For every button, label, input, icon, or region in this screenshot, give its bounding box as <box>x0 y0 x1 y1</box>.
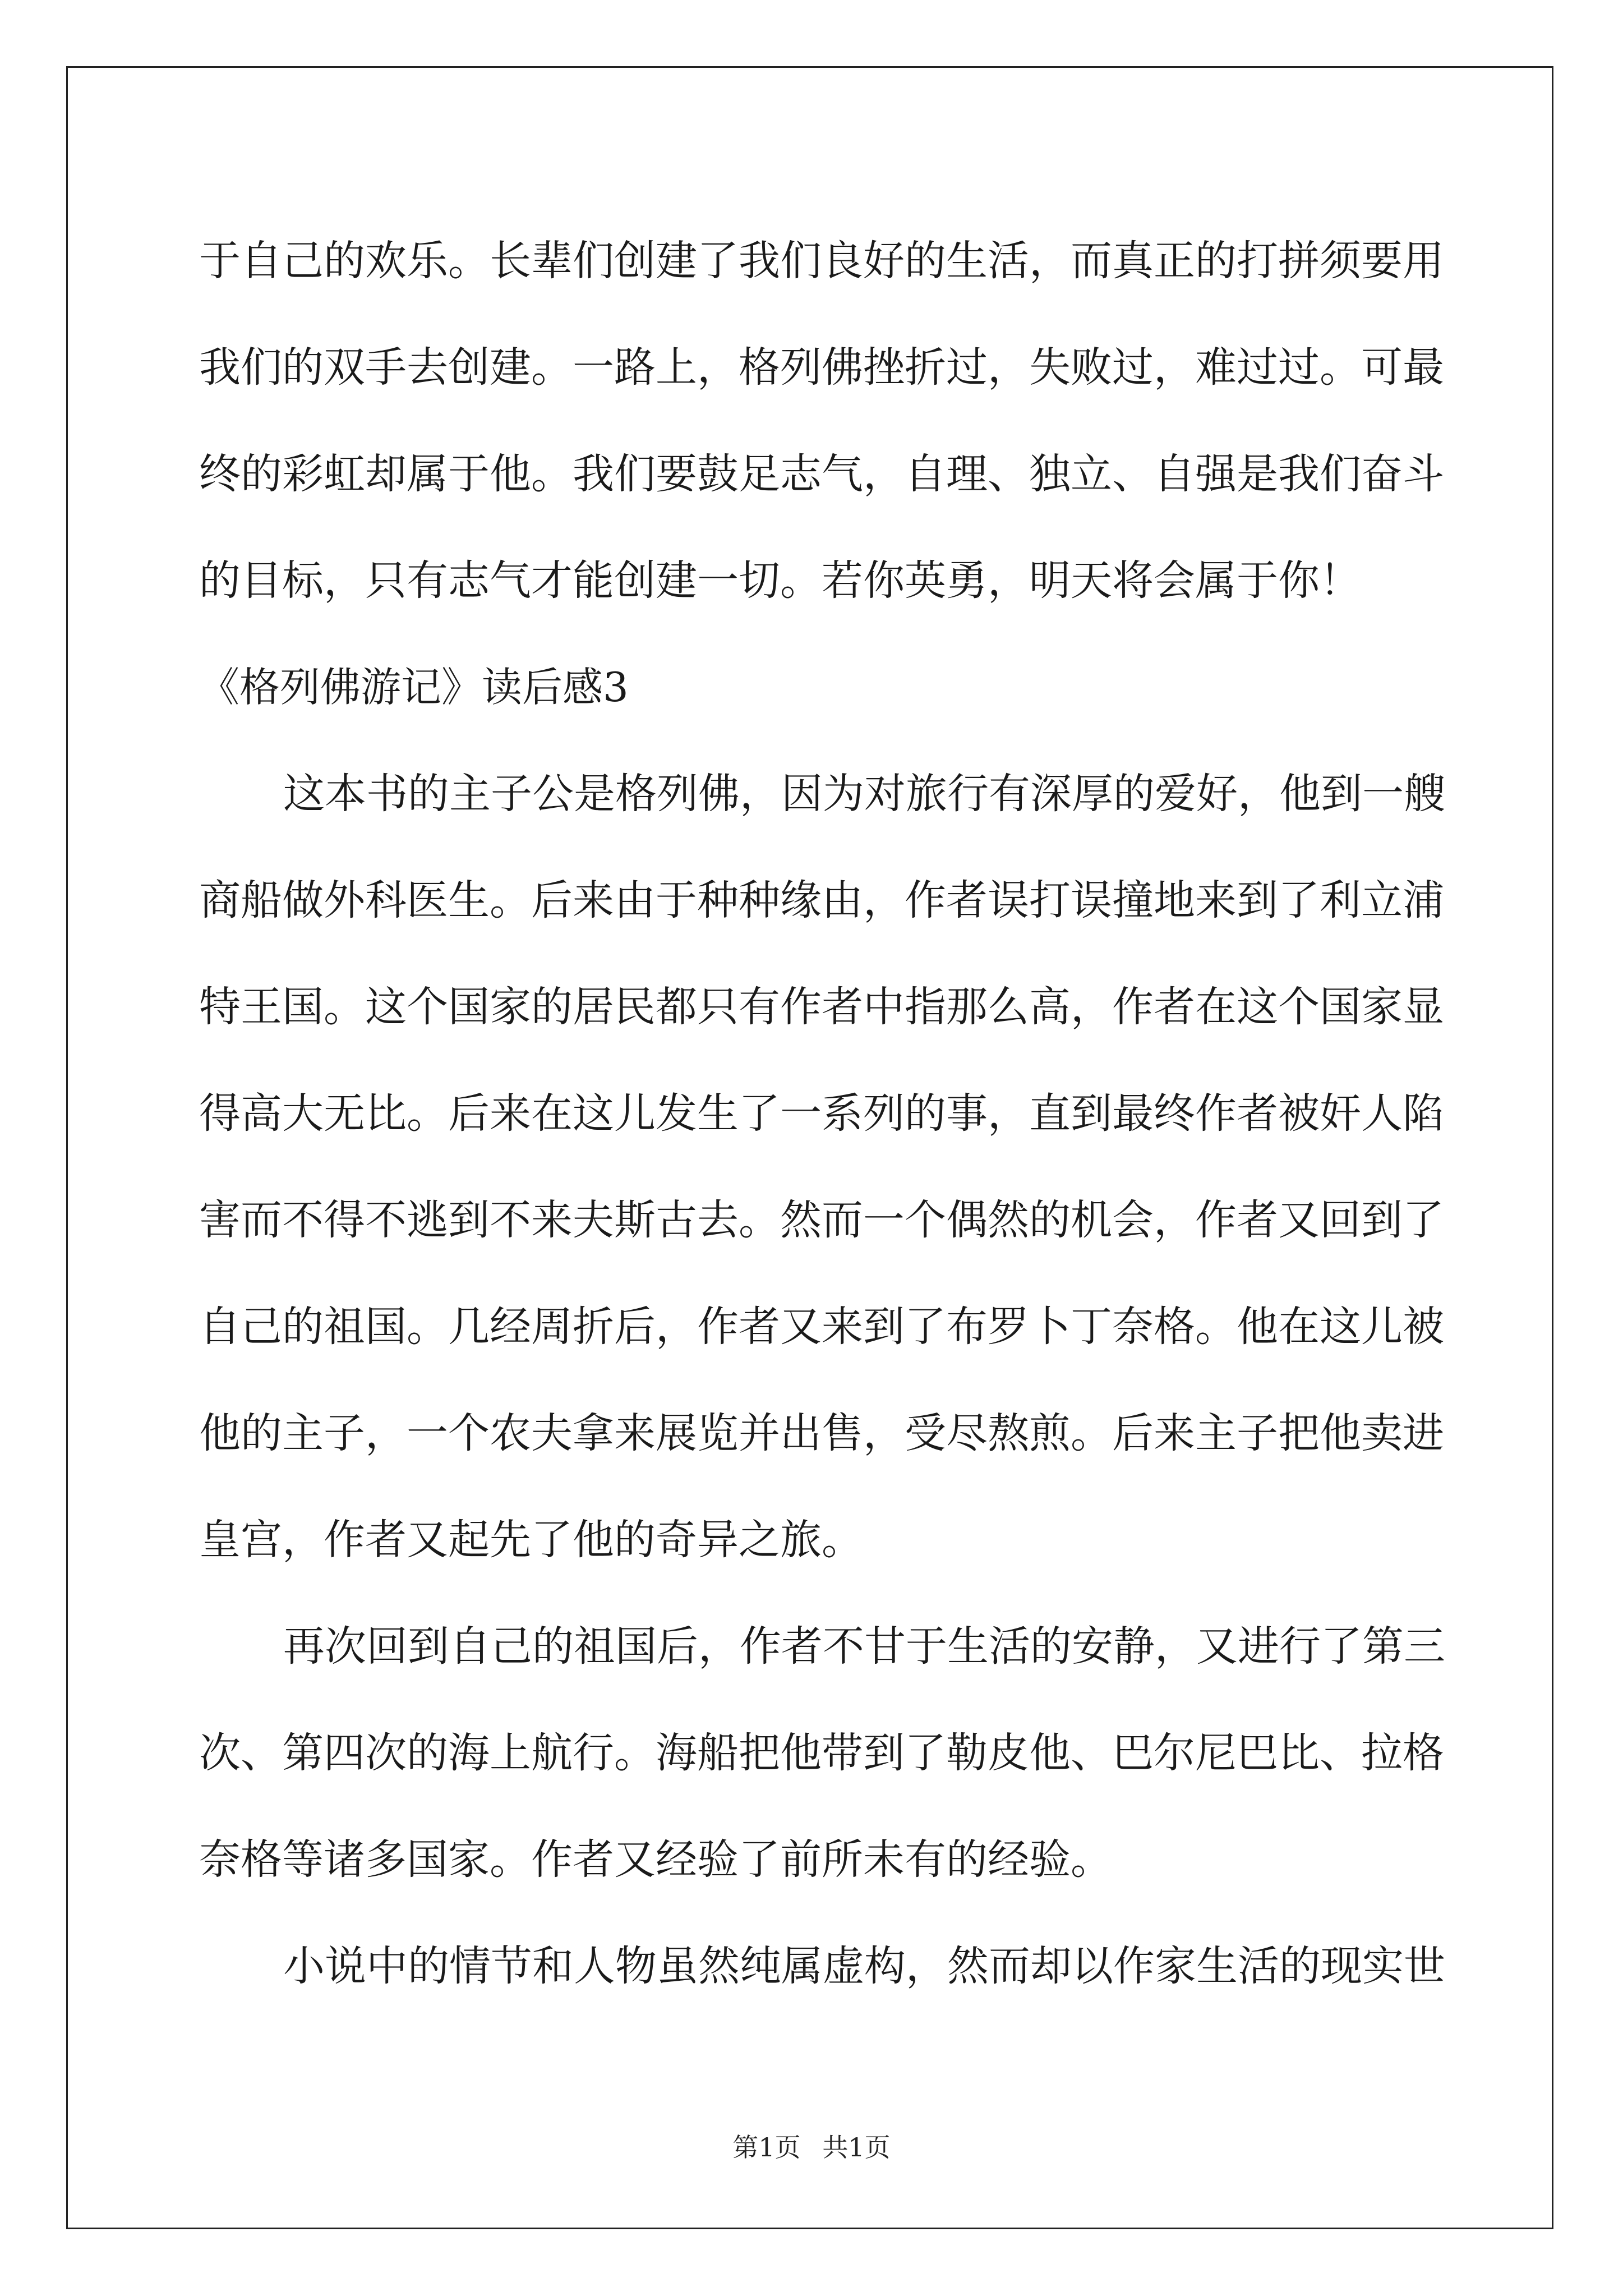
text-line: 于自己的欢乐。长辈们创建了我们良好的生活，而真正的打拼须要用 <box>199 237 1444 285</box>
text-line: 小说中的情节和人物虽然纯属虚构，然而却以作家生活的现实世 <box>283 1942 1445 1990</box>
text-line: 特王国。这个国家的居民都只有作者中指那么高，作者在这个国家显 <box>199 983 1444 1031</box>
text-line: 皇宫，作者又起先了他的奇异之旅。 <box>199 1516 863 1564</box>
page-total: 共1页 <box>822 2132 891 2162</box>
text-line: 次、第四次的海上航行。海船把他带到了勒皮他、巴尔尼巴比、拉格 <box>199 1729 1444 1777</box>
text-line: 我们的双手去创建。一路上，格列佛挫折过，失败过，难过过。可最 <box>199 343 1444 392</box>
section-heading: 《格列佛游记》读后感3 <box>199 664 629 711</box>
text-line: 这本书的主子公是格列佛，因为对旅行有深厚的爱好，他到一艘 <box>283 770 1445 818</box>
document-body <box>199 208 1445 2019</box>
page-number: 第1页 <box>732 2132 801 2162</box>
text-line: 再次回到自己的祖国后，作者不甘于生活的安静，又进行了第三 <box>283 1622 1445 1671</box>
text-line: 奈格等诸多国家。作者又经验了前所未有的经验。 <box>199 1835 1112 1884</box>
text-line: 的目标，只有志气才能创建一切。若你英勇，明天将会属于你！ <box>199 556 1361 605</box>
text-line: 害而不得不逃到不来夫斯古去。然而一个偶然的机会，作者又回到了 <box>199 1196 1444 1244</box>
text-line: 自己的祖国。几经周折后，作者又来到了布罗卜丁奈格。他在这儿被 <box>199 1303 1444 1351</box>
text-line: 终的彩虹却属于他。我们要鼓足志气，自理、独立、自强是我们奋斗 <box>199 450 1444 498</box>
text-line: 他的主子，一个农夫拿来展览并出售，受尽熬煎。后来主子把他卖进 <box>199 1409 1444 1457</box>
page-footer <box>0 2127 1623 2164</box>
text-line: 得高大无比。后来在这儿发生了一系列的事，直到最终作者被奸人陷 <box>199 1089 1444 1138</box>
text-line: 商船做外科医生。后来由于种种缘由，作者误打误撞地来到了利立浦 <box>199 876 1444 924</box>
